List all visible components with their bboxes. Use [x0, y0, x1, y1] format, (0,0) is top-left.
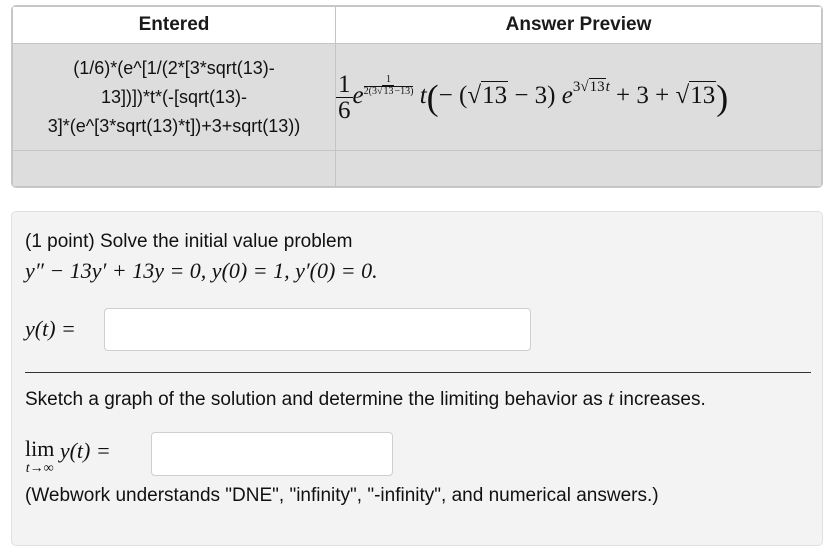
header-answer-preview: Answer Preview [336, 7, 822, 44]
header-entered: Entered [13, 7, 336, 44]
limit-input[interactable] [151, 432, 393, 476]
entered-line: 3]*(e^[3*sqrt(13)*t])+3+sqrt(13)) [47, 115, 301, 136]
sketch-instruction: Sketch a graph of the solution and determine the limiting behavior as t increases. [25, 386, 706, 410]
ivp-equation: y″ − 13y′ + 13y = 0, y(0) = 1, y′(0) = 0. [25, 258, 378, 283]
empty-cell [13, 151, 336, 187]
sqrt-13: 13 [690, 81, 716, 109]
problem-statement: (1 point) Solve the initial value problem [25, 231, 353, 252]
solution-input[interactable] [104, 308, 531, 351]
answer-table [11, 5, 823, 188]
empty-cell [336, 151, 822, 187]
entered-cell [13, 44, 336, 151]
coefficient-fraction: $\frac{1}{6}$ [338, 70, 351, 124]
exponent-fraction: $\frac{1}{2(3√13-13)}$ [363, 74, 414, 97]
answer-label-y: y(t) = [25, 316, 76, 341]
divider [25, 372, 811, 373]
preview-cell: $\frac{1}{6}$ e $\frac{1}{2(3√13-13)} t(- (√13 - 3) e^{3√13t} + 3 + √13)$ [336, 44, 822, 151]
exponent: 3√13t [572, 78, 610, 95]
variable-t: t [419, 81, 427, 109]
webwork-note: (Webwork understands "DNE", "infinity", "-infinity", and numerical answers.) [25, 485, 659, 506]
entered-line: (1/6)*(e^[1/(2*[3*sqrt(13)- [73, 57, 275, 78]
limit-label: lim t→∞ y(t) = [25, 436, 111, 476]
problem-box [11, 211, 823, 546]
entered-line: 13])])*t*(-[sqrt(13)- [100, 86, 248, 107]
sqrt-13: 13 [482, 81, 508, 109]
